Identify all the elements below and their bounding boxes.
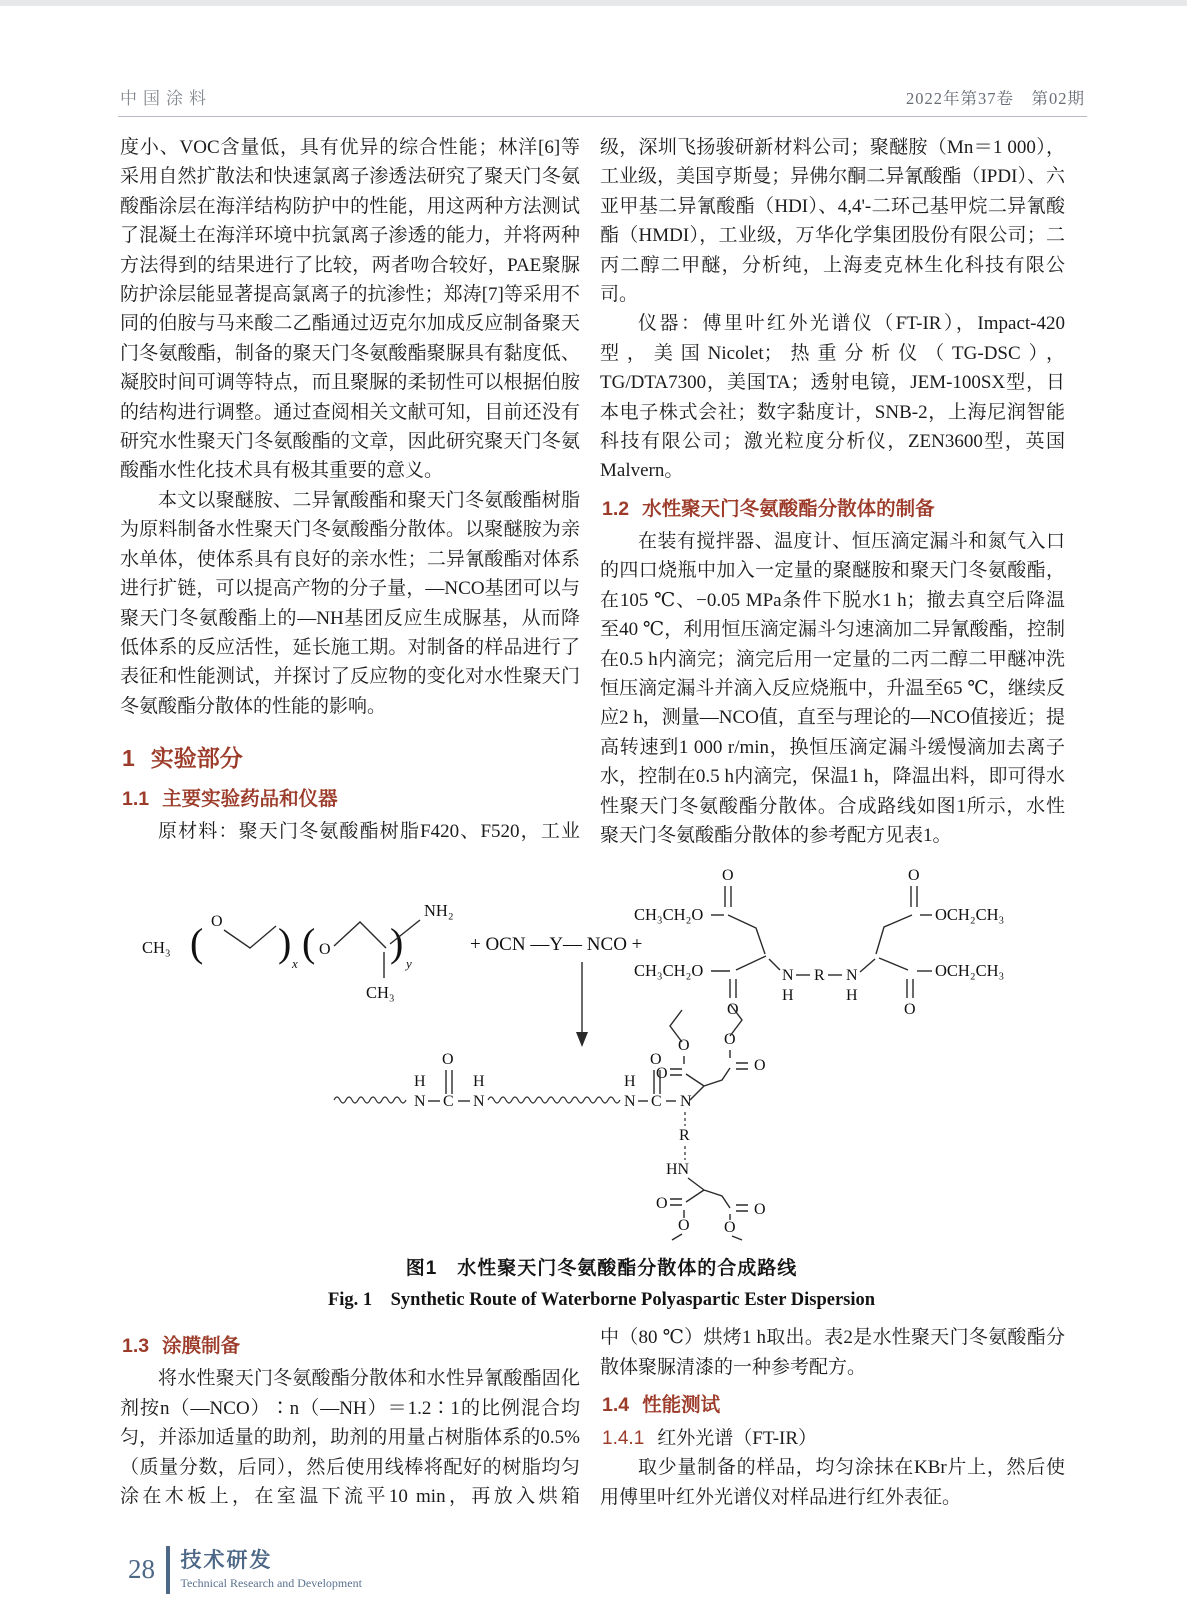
footer-divider-bar xyxy=(166,1546,170,1594)
paren: ) xyxy=(390,920,404,966)
section-title: 性能测试 xyxy=(642,1394,721,1417)
atom-label: N xyxy=(680,1093,692,1111)
bond xyxy=(769,959,780,970)
header-divider xyxy=(118,116,1087,117)
body-paragraph: 原材料：聚天门冬氨酸酯树脂F420、F520，工业 xyxy=(158,821,580,843)
section-title: 主要实验药品和仪器 xyxy=(162,788,338,811)
section-heading-1-4 xyxy=(602,1389,1065,1417)
section-heading-1-2 xyxy=(602,493,1065,521)
figure-caption-en: Fig. 1 Synthetic Route of Waterborne Polyaspartic Ester Dispersion xyxy=(327,1290,876,1311)
double-bond xyxy=(446,1070,452,1094)
section-heading-1-3 xyxy=(122,1330,580,1358)
double-bond xyxy=(730,979,736,998)
section-number: 1.1 xyxy=(122,788,150,811)
section-title: 实验部分 xyxy=(150,745,243,772)
atom-label: H xyxy=(782,987,794,1005)
subscript-x: x xyxy=(292,956,298,972)
body-paragraph: 度小、VOC含量低，具有优异的综合性能；林洋[6]等采用自然扩散法和快速氯离子渗透法研究了聚天门冬氨酸酯涂层在海洋结构防护中的性能，用这两种方法测试了混凝土在海洋环境中抗氯离子渗透的能力，并将两种方法得到的结果进行了比较，两者吻合较好，PAE聚脲防护涂层能显著提高氯离子的抗渗性；郑涛[7]等采用不同的伯胺与马来酸二乙酯通过迈克尔加成反应制备聚天门冬氨酸酯，制备的聚天门冬氨酸酯聚脲具有黏度低、凝胶时间可调等特点，而且聚脲的柔韧性可以根据伯胺的结构进行调整。通过查阅相关文献可知，目前还没有研究水性聚天门冬氨酸酯的文章，因此研究聚天门冬氨酸酯水性化技术具有极其重要的意义。 xyxy=(120,137,580,482)
atom-label: H xyxy=(846,987,858,1005)
arrow-head xyxy=(576,1032,588,1047)
right-column-bottom xyxy=(600,1323,1065,1512)
bond xyxy=(704,1190,730,1208)
bond xyxy=(224,926,276,948)
atom-label: CH₃ xyxy=(366,983,395,1003)
figure-caption-zh: 图1 水性聚天门冬氨酸酯分散体的合成路线 xyxy=(405,1258,798,1280)
wavy-chain xyxy=(334,1097,406,1103)
wavy-chain xyxy=(488,1097,620,1103)
atom-label: C xyxy=(443,1093,454,1111)
paren: ( xyxy=(190,920,204,966)
synthesis-route-diagram xyxy=(118,858,1068,1243)
atom-label: OCH₂CH₃ xyxy=(935,961,1005,981)
page-header xyxy=(120,84,1085,109)
atom-label: CH₃ xyxy=(142,938,171,958)
atom-label: CH₃CH₂O xyxy=(634,905,704,925)
body-paragraph: 级，深圳飞扬骏研新材料公司；聚醚胺（Mn＝1 000），工业级，美国亨斯曼；异佛尔酮二异氰酸酯（IPDI）、六亚甲基二异氰酸酯（HDI）、4,4'-二环己基甲烷二异氰酸酯（HMDI），工业级，万华化学集团股份有限公司；二丙二醇二甲醚，分析纯，上海麦克林生化科技有限公司。 xyxy=(600,137,1065,306)
paren: ( xyxy=(302,920,316,966)
top-two-column-text xyxy=(120,133,1085,850)
figure-1 xyxy=(118,858,1085,1311)
section-title: 水性聚天门冬氨酸酯分散体的制备 xyxy=(642,497,935,520)
left-column-bottom xyxy=(120,1323,580,1512)
bond xyxy=(334,922,386,948)
body-paragraph: 将水性聚天门冬氨酸酯分散体和水性异氰酸酯固化剂按n（—NCO）∶n（—NH）＝1.2∶1的比例混合均匀，并添加适量的助剂，助剂的用量占树脂体系的0.5%（质量分数，后同），然后使用线棒将配好的树脂均匀涂在木板上，在室温下流平10 min，再放入烘箱 xyxy=(120,1368,580,1507)
subscript-y: y xyxy=(406,956,412,972)
atom-label: HN xyxy=(666,1161,690,1179)
double-bond xyxy=(670,1069,682,1075)
bond xyxy=(736,956,766,970)
ethyl-zigzag xyxy=(732,1236,742,1240)
ethyl-zigzag xyxy=(672,1234,682,1240)
paren: ) xyxy=(278,920,292,966)
atom-label: O xyxy=(678,1217,690,1235)
bond xyxy=(876,915,912,954)
section-title: 红外光谱（FT-IR） xyxy=(657,1428,818,1450)
atom-label: O xyxy=(754,1201,766,1219)
double-bond xyxy=(911,886,917,907)
atom-label: N xyxy=(846,967,858,985)
section-title: 涂膜制备 xyxy=(162,1335,241,1358)
atom-label: H xyxy=(473,1073,485,1091)
atom-label: O xyxy=(754,1057,766,1075)
atom-label: O xyxy=(904,1001,916,1019)
bond xyxy=(686,1074,704,1086)
right-column xyxy=(600,133,1065,850)
section-heading-1 xyxy=(122,740,580,773)
section-number: 1.3 xyxy=(122,1335,150,1358)
left-column xyxy=(120,133,580,850)
issue-info: 2022年第37卷 第02期 xyxy=(906,89,1085,108)
body-paragraph: 中（80 ℃）烘烤1 h取出。表2是水性聚天门冬氨酸酯分散体聚脲清漆的一种参考配方。 xyxy=(600,1327,1065,1378)
page-footer xyxy=(128,1546,1187,1594)
atom-label: OCH₂CH₃ xyxy=(935,905,1005,925)
atom-label: O xyxy=(724,1219,736,1237)
body-paragraph: 在装有搅拌器、温度计、恒压滴定漏斗和氮气入口的四口烧瓶中加入一定量的聚醚胺和聚天门冬氨酸酯，在105 ℃、−0.05 MPa条件下脱水1 h；撤去真空后降温至40 ℃，利用恒压滴定漏斗匀速滴加二异氰酸酯，控制在0.5 h内滴完；滴完后用一定量的二丙二醇二甲醚冲洗恒压滴定漏斗并滴入反应烧瓶中，升温至65 ℃，继续反应2 h，测量—NCO值，直至与理论的—NCO值接近；提高转速到1 000 r/min，换恒压滴定漏斗缓慢滴加去离子水，控制在0.5 h内滴完，保温1 h，降温出料，即可得水性聚天门冬氨酸酯分散体。合成路线如图1所示，水性聚天门冬氨酸酯分散体的参考配方见表1。 xyxy=(600,530,1065,846)
atom-label: H xyxy=(624,1073,636,1091)
double-bond xyxy=(670,1199,682,1205)
footer-section-en: Technical Research and Development xyxy=(180,1575,362,1590)
bond xyxy=(688,1178,704,1190)
diisocyanate-label: + OCN —Y— NCO + xyxy=(470,934,643,956)
double-bond xyxy=(725,886,731,907)
section-heading-1-4-1 xyxy=(602,1423,1065,1450)
body-paragraph: 取少量制备的样品，均匀涂抹在KBr片上，然后使用傅里叶红外光谱仪对样品进行红外表征。 xyxy=(600,1457,1065,1508)
section-number: 1.4 xyxy=(602,1394,630,1417)
page-number: 28 xyxy=(128,1554,155,1585)
atom-label: N xyxy=(414,1093,426,1111)
atom-label: O xyxy=(656,1065,668,1083)
atom-label: NH₂ xyxy=(424,901,454,921)
double-bond xyxy=(907,979,913,998)
atom-label: O xyxy=(319,941,331,959)
atom-label: O xyxy=(722,867,734,885)
double-bond xyxy=(736,1205,748,1211)
atom-label: O xyxy=(724,1031,736,1049)
atom-label: O xyxy=(727,1001,739,1019)
body-paragraph: 本文以聚醚胺、二异氰酸酯和聚天门冬氨酸酯树脂为原料制备水性聚天门冬氨酸酯分散体。以聚醚胺为亲水单体，使体系具有良好的亲水性；二异氰酸酯对体系进行扩链，可以提高产物的分子量，—NCO基团可以与聚天门冬氨酸酯上的—NH基团反应生成脲基，从而降低体系的反应活性，延长施工期。对制备的样品进行了表征和性能测试，并探讨了反应物的变化对水性聚天门冬氨酸酯分散体的性能的影响。 xyxy=(120,489,580,717)
body-paragraph: 仪器：傅里叶红外光谱仪（FT-IR），Impact-420型，美国Nicolet；热重分析仪（TG-DSC），TG/DTA7300，美国TA；透射电镜，JEM-100SX型，日本电子株式会社；数字黏度计，SNB-2，上海尼润智能科技有限公司；激光粒度分析仪，ZEN3600型，英国Malvern。 xyxy=(600,313,1065,482)
bottom-two-column-text xyxy=(120,1323,1085,1512)
atom-label: N xyxy=(782,967,794,985)
journal-title: 中国涂料 xyxy=(120,89,212,108)
atom-label: R xyxy=(814,967,825,985)
atom-label: N xyxy=(473,1093,485,1111)
bond xyxy=(879,958,908,970)
section-number: 1 xyxy=(122,745,135,772)
section-number: 1.4.1 xyxy=(602,1428,645,1450)
atom-label: O xyxy=(656,1195,668,1213)
atom-label: N xyxy=(624,1093,636,1111)
bond xyxy=(860,959,875,972)
atom-label: R xyxy=(679,1127,690,1145)
footer-section-zh: 技术研发 xyxy=(180,1549,273,1573)
atom-label: O xyxy=(650,1051,662,1069)
atom-label: O xyxy=(211,913,223,931)
section-number: 1.2 xyxy=(602,497,630,520)
atom-label: CH₃CH₂O xyxy=(634,961,704,981)
bond xyxy=(690,1086,704,1100)
bond xyxy=(686,1190,704,1202)
double-bond xyxy=(736,1063,748,1069)
atom-label: O xyxy=(908,867,920,885)
bond xyxy=(704,1068,730,1086)
atom-label: O xyxy=(678,1037,690,1055)
atom-label: H xyxy=(414,1073,426,1091)
atom-label: C xyxy=(651,1093,662,1111)
bond xyxy=(728,915,765,954)
section-heading-1-1 xyxy=(122,783,580,811)
atom-label: O xyxy=(442,1051,454,1069)
